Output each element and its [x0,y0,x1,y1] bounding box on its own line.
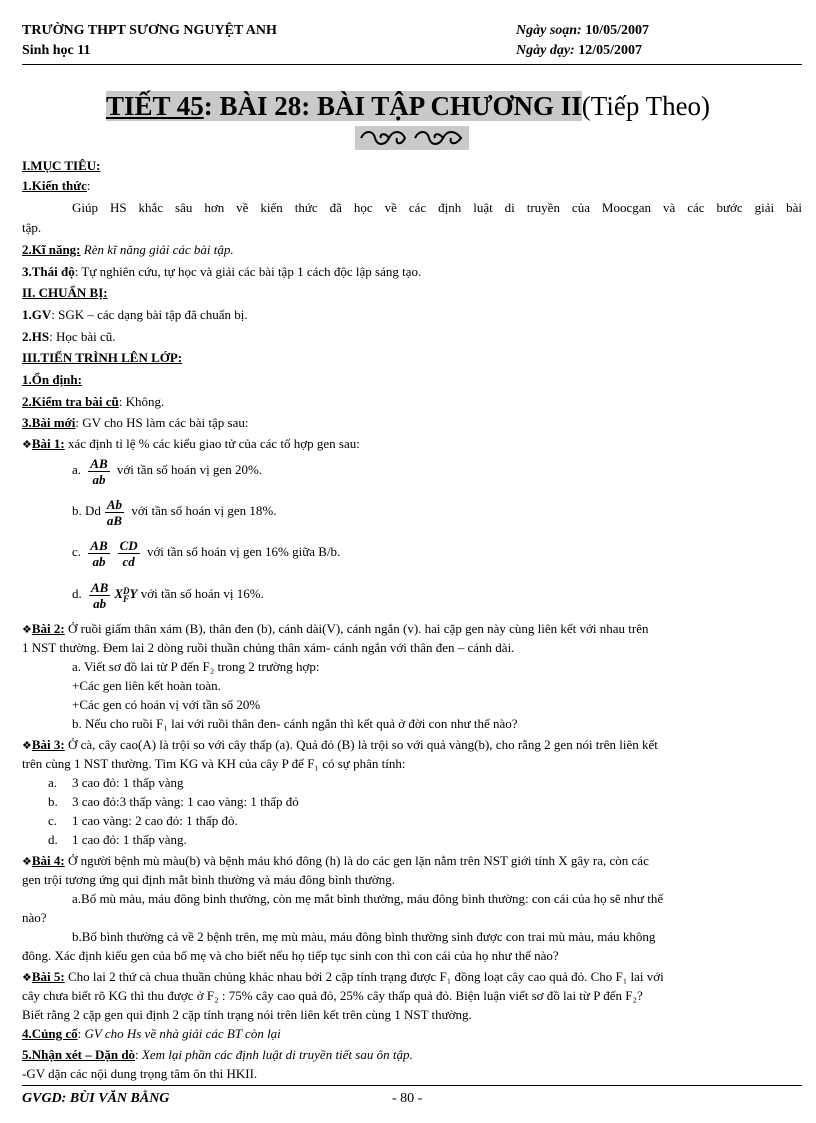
attitude-line [22,263,802,280]
list-text: 3 cao đỏ: 1 thấp vàng [72,775,184,790]
exercise-3-text-2: trên cùng 1 NST thường. Tìm KG và KH của cây P để F₁ có sự phân tính: [22,756,406,771]
item-text: với tần số hoán vị gen 20%. [116,462,263,477]
remarks-note: -GV dặn các nội dung trọng tâm ôn thi HKII. [22,1066,258,1081]
exercise-1-d [72,576,816,612]
fraction-denominator: ab [92,471,106,487]
remarks-colon: : [135,1047,142,1062]
exercise-4-label: Bài 4: [31,853,65,868]
chromosome-x: X [114,586,124,601]
exercise-1-text: xác định tỉ lệ % các kiểu giao tử của các tổ hợp gen sau: [64,436,360,451]
lesson-number: TIẾT 45 [105,91,204,121]
diamond-bullet-icon: ❖ [22,624,32,636]
item-marker: a. [72,462,82,477]
list-text: 1 cao đỏ: 1 thấp vàng. [72,832,187,847]
exercise-2-b: b. Nếu cho ruồi F₁ lai với ruồi thân đen- cánh ngắn thì kết quả ở đời con như thế nào? [72,716,518,731]
teach-date-label: Ngày dạy: [516,43,575,58]
exercise-3-label: Bài 3: [31,737,65,752]
exercise-4-text-1: Ở người bệnh mù màu(b) và bệnh máu khó đông (h) là do các gen lặn nằm trên NST giới tính X gây ra, còn các [64,853,649,868]
diamond-bullet-icon: ❖ [22,740,32,752]
item-text: với tần số hoán vị gen 16% giữa B/b. [146,544,341,559]
exercise-1-c [72,534,816,570]
fraction-denominator: aB [106,512,123,528]
exercise-5-text-1: Cho lai 2 thứ cà chua thuần chủng khác nhau bởi 2 cặp tính trạng được F₁ đồng loạt cây cao quả đỏ. Cho F₁ lai với [64,969,664,984]
lesson-name: : BÀI 28: BÀI TẬP CHƯƠNG II [203,91,582,121]
exercise-2-label: Bài 2: [31,621,65,636]
consolidation-text: GV cho Hs về nhà giải các BT còn lại [84,1026,281,1041]
remarks-text: Xem lại phần các định luật di truyền tiết sau ôn tập. [141,1047,413,1062]
teacher-name: GVGD: BÙI VĂN BẰNG [22,1091,170,1106]
step-review-label: 2.Kiểm tra bài cũ [22,394,119,409]
diamond-bullet-icon: ❖ [22,972,32,984]
knowledge-colon: : [86,178,91,193]
title-ornament [355,126,469,150]
footer-rule [22,1085,802,1086]
exercise-5-text-3: Biết rằng 2 cặp gen qui định 2 cặp tính trạng nói trên liên kết trên cùng 1 NST thường. [22,1007,472,1022]
fraction-denominator: cd [122,553,135,569]
item-text: với tần số hoán vị 16%. [140,586,264,601]
genotype-fraction [89,580,110,611]
knowledge-label: 1.Kiến thức [22,178,87,193]
exercise-4-b-2: đông. Xác định kiểu gen của bố mẹ và cho biết nếu họ tiếp tục sinh con thì con cái của họ như thế nào? [22,948,559,963]
exercise-2-a1: +Các gen liên kết hoàn toàn. [72,678,221,693]
section-procedure-heading: III.TIẾN TRÌNH LÊN LỚP: [22,350,183,365]
exercise-2-a: a. Viết sơ đồ lai từ P đến F₂ trong 2 trường hợp: [72,659,320,674]
allele-sup: D [123,586,130,597]
exercise-4-a-2: nào? [22,910,47,925]
remarks-label: 5.Nhận xét – Dặn dò [22,1047,136,1062]
list-marker: d. [48,832,58,847]
fraction-numerator: AB [90,455,108,471]
student-prep-line [22,328,802,345]
prep-date-label: Ngày soạn: [516,23,582,38]
diamond-bullet-icon: ❖ [22,856,32,868]
lesson-continued: (Tiếp Theo) [581,91,711,121]
school-name: TRƯỜNG THPT SƯƠNG NGUYỆT ANH [22,23,277,38]
fraction-denominator: ab [93,595,107,611]
allele-sub: F [123,594,130,605]
genotype-fraction [118,538,140,569]
teach-date-line [516,42,642,60]
list-item [48,831,816,848]
genotype-fraction [88,456,109,487]
step-stabilize: 1.Ổn định: [22,372,82,387]
consolidation-label: 4.Củng cố [22,1026,78,1041]
fraction-numerator: Ab [106,496,123,512]
fraction-denominator: ab [92,553,106,569]
section-objectives-heading: I.MỤC TIÊU: [22,158,101,173]
skills-label: 2.Kĩ năng: [22,242,81,257]
skills-text: Rèn kĩ năng giải các bài tập. [83,242,234,257]
diamond-bullet-icon: ❖ [22,439,32,451]
header-rule [22,64,802,65]
list-text: 1 cao vàng: 2 cao đỏ: 1 thấp đỏ. [72,813,238,828]
knowledge-line [22,177,802,194]
step-new-text: : GV cho HS làm các bài tập sau: [75,415,249,430]
exercise-2-text-2: 1 NST thường. Đem lai 2 dòng ruồi thuần chủng thân xám- cánh ngắn với thân đen – cánh dài. [22,640,515,655]
attitude-label: 3.Thái độ [22,264,75,279]
consolidation-line [22,1025,802,1042]
genotype-fraction [88,538,109,569]
consolidation-colon: : [77,1026,85,1041]
student-prep-text: : Học bài cũ. [49,329,116,344]
knowledge-text-2: tập. [22,220,42,235]
prep-date-line [516,22,649,40]
list-marker: a. [48,775,58,790]
exercise-2-text-1: Ở ruồi giấm thân xám (B), thân đen (b), cánh dài(V), cánh ngắn (v). hai cặp gen này cùng liên kết với nhau trên [64,621,649,636]
list-text: 3 cao đỏ:3 thấp vàng: 1 cao vàng: 1 thấp đỏ [72,794,299,809]
exercise-4-b-1: b.Bố bình thường cả về 2 bệnh trên, mẹ mù màu, máu đông bình thường sinh được con trai mù màu, máu không [72,929,656,944]
item-marker: b. Dd [72,503,101,518]
teach-date: 12/05/2007 [578,43,642,58]
teacher-prep-text: : SGK – các dạng bài tập đã chuẩn bị. [51,307,248,322]
remarks-line [22,1046,802,1063]
list-marker: c. [48,813,58,828]
prep-date: 10/05/2007 [585,23,650,38]
exercise-2-a2: +Các gen có hoán vị với tần số 20% [72,697,261,712]
sex-chromosome [114,586,138,605]
item-marker: d. [72,586,82,601]
list-marker: b. [48,794,58,809]
ornament-icon [355,126,469,150]
item-text: với tần số hoán vị gen 18%. [131,503,277,518]
page-number: - 80 - [392,1091,423,1106]
exercise-3-text-1: Ở cà, cây cao(A) là trội so với cây thấp (a). Quả đỏ (B) là trội so với quả vàng(b), cho rằng 2 gen nói trên liên kết [64,737,658,752]
knowledge-text-1: Giúp HS khắc sâu hơn về kiến thức đã học về các định luật di truyền của Moocgan và các bước giải bài [72,200,802,215]
exercise-5-line [22,968,802,987]
skills-line [22,241,802,258]
step-new-label: 3.Bài mới [22,415,76,430]
exercise-4-a-1: a.Bố mù màu, máu đông bình thường, còn mẹ mắt bình thường, máu đông bình thường: con cái của họ sẽ như thế [72,891,664,906]
exercise-4-text-2: gen trội tương ứng qui định mắt bình thường và máu đông bình thường. [22,872,396,887]
section-preparation-heading: II. CHUẨN BỊ: [22,285,108,300]
step-review-line [22,393,802,410]
exercise-3-line [22,736,802,755]
lesson-title [0,88,816,124]
chromosome-y: Y [129,586,138,601]
teacher-prep-line [22,306,802,323]
exercise-5-label: Bài 5: [31,969,65,984]
genotype-fraction [105,497,124,528]
fraction-numerator: CD [119,537,138,553]
list-item [48,812,816,829]
step-review-text: : Không. [118,394,165,409]
attitude-text: : Tự nghiên cứu, tự học và giải các bài tập 1 cách độc lập sáng tạo. [74,264,422,279]
exercise-4-line [22,852,802,871]
student-prep-label: 2.HS [22,329,50,344]
step-new-line [22,414,802,431]
teacher-prep-label: 1.GV [22,307,52,322]
list-item [48,774,816,791]
subject-name: Sinh học 11 [22,43,91,58]
exercise-1-a [72,452,816,488]
item-marker: c. [72,544,82,559]
fraction-numerator: AB [91,579,109,595]
exercise-2-line [22,620,802,639]
exercise-1-b [72,493,816,529]
fraction-numerator: AB [90,537,108,553]
list-item [48,793,816,810]
exercise-5-text-2: cây chưa biết rõ KG thì thu được ở F₂ : 75% cây cao quả đỏ, 25% cây thấp quả đỏ. Biện luận viết sơ đồ lai từ P đến F₂? [22,988,643,1003]
exercise-1-label: Bài 1: [31,436,65,451]
